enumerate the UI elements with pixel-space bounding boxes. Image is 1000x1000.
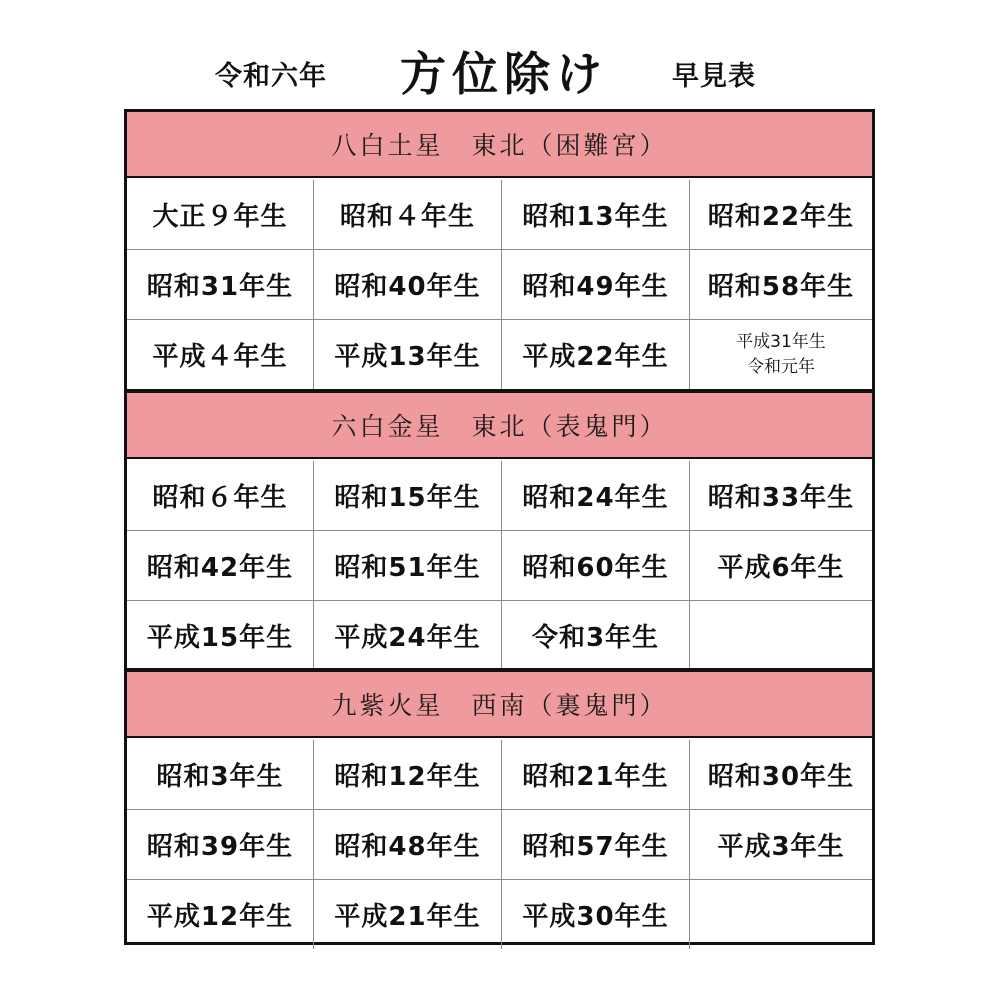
birth-year-cell: 昭和39年生 xyxy=(127,810,314,880)
birth-year-cell: 平成15年生 xyxy=(127,601,314,670)
birth-year-cell: 昭和40年生 xyxy=(314,250,502,320)
birth-year-cell: 昭和30年生 xyxy=(690,740,872,810)
birth-year-cell: 平成12年生 xyxy=(127,880,314,949)
birth-year-cell: 昭和24年生 xyxy=(502,461,690,531)
birth-year-grid xyxy=(127,740,872,949)
star-section xyxy=(127,112,872,389)
star-section xyxy=(127,672,872,949)
birth-year-cell: 昭和４年生 xyxy=(314,180,502,250)
empty-cell xyxy=(690,880,872,949)
empty-cell xyxy=(690,601,872,670)
birth-year-cell: 平成24年生 xyxy=(314,601,502,670)
title-era: 令和六年 xyxy=(215,61,327,92)
birth-year-line: 平成31年生 xyxy=(736,331,826,352)
birth-year-cell: 平成30年生 xyxy=(502,880,690,949)
birth-year-cell: 昭和42年生 xyxy=(127,531,314,601)
birth-year-cell: 昭和21年生 xyxy=(502,740,690,810)
birth-year-cell: 昭和57年生 xyxy=(502,810,690,880)
birth-year-cell: 平成13年生 xyxy=(314,320,502,389)
birth-year-cell: 平成3年生 xyxy=(690,810,872,880)
birth-year-cell: 昭和33年生 xyxy=(690,461,872,531)
birth-year-cell: 平成6年生 xyxy=(690,531,872,601)
birth-year-cell: 平成22年生 xyxy=(502,320,690,389)
birth-year-cell: 昭和12年生 xyxy=(314,740,502,810)
birth-year-cell: 平成21年生 xyxy=(314,880,502,949)
birth-year-cell: 昭和49年生 xyxy=(502,250,690,320)
birth-year-cell xyxy=(690,320,872,389)
birth-year-line: 令和元年 xyxy=(747,356,815,377)
birth-year-cell: 大正９年生 xyxy=(127,180,314,250)
section-header: 八白土星 東北（困難宮） xyxy=(127,112,872,178)
section-header: 九紫火星 西南（裏鬼門） xyxy=(127,672,872,738)
birth-year-cell: 昭和22年生 xyxy=(690,180,872,250)
birth-year-grid xyxy=(127,180,872,389)
birth-year-cell: 昭和13年生 xyxy=(502,180,690,250)
birth-year-cell: 令和3年生 xyxy=(502,601,690,670)
star-section xyxy=(127,393,872,670)
birth-year-cell: 平成４年生 xyxy=(127,320,314,389)
birth-year-cell: 昭和60年生 xyxy=(502,531,690,601)
birth-year-cell: 昭和48年生 xyxy=(314,810,502,880)
birth-year-cell: 昭和15年生 xyxy=(314,461,502,531)
birth-year-cell: 昭和58年生 xyxy=(690,250,872,320)
section-header: 六白金星 東北（表鬼門） xyxy=(127,393,872,459)
birth-year-cell: 昭和６年生 xyxy=(127,461,314,531)
title-main: 方位除け xyxy=(400,47,608,101)
title-suffix: 早見表 xyxy=(672,61,756,92)
quick-reference-table xyxy=(124,109,875,945)
page-title xyxy=(0,38,1000,104)
birth-year-grid xyxy=(127,461,872,670)
birth-year-cell: 昭和51年生 xyxy=(314,531,502,601)
birth-year-cell: 昭和3年生 xyxy=(127,740,314,810)
birth-year-cell: 昭和31年生 xyxy=(127,250,314,320)
